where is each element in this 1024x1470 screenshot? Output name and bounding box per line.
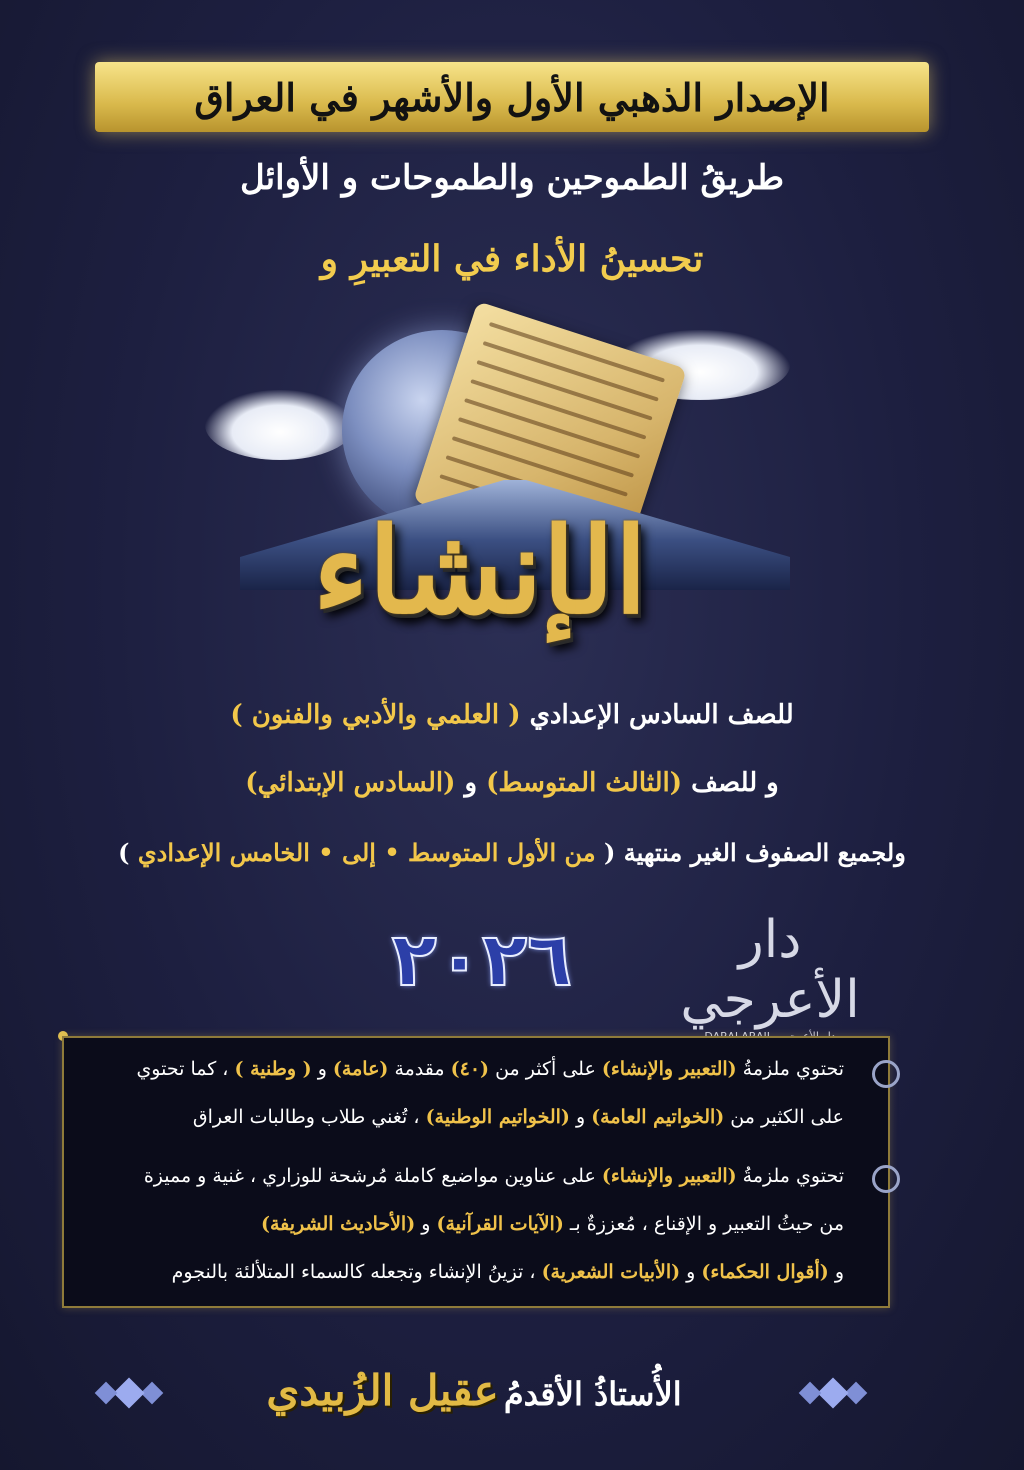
banner-text: الإصدار الذهبي الأول والأشهر في العراق (194, 74, 830, 120)
highlighted-term: (التعبير والإنشاء) (601, 1165, 737, 1187)
author-name: عقيل الزُبيدي (266, 1366, 499, 1415)
grade-line-2-prefix: و للصف (691, 768, 779, 798)
subtitle-ambitious: طريقُ الطموحين والطموحات و الأوائل (239, 158, 785, 198)
info-text: ، كما تحتوي (136, 1058, 235, 1080)
grade-line-3-to: إلى (341, 838, 376, 867)
info-text: على عناوين مواضيع كاملة مُرشحة للوزاري ، غنية و مميزة (143, 1165, 602, 1187)
info-text: و (415, 1213, 437, 1235)
diamond-ornament-left-icon (96, 1382, 162, 1404)
cover-title (80, 490, 880, 650)
highlighted-term: (عامة) (332, 1058, 389, 1080)
info-text: و (828, 1261, 844, 1283)
publisher-logo (650, 910, 890, 1030)
grade-line-3-open: ( (603, 838, 616, 867)
info-p2-line3 (172, 1261, 844, 1283)
grade-line-2-and: و (464, 768, 478, 798)
info-text: و (680, 1261, 702, 1283)
author-title: الأُستاذُ الأقدمُ (503, 1375, 682, 1413)
highlighted-term: (الأبيات الشعرية) (541, 1261, 681, 1283)
info-p2-line1 (144, 1165, 844, 1187)
binder-ring-icon (872, 1060, 900, 1088)
highlighted-term: (الخواتيم العامة) (591, 1106, 725, 1128)
info-p1-line1 (136, 1058, 844, 1080)
grade-line-3-from: من الأول المتوسط (408, 838, 596, 867)
highlighted-term: (الخواتيم الوطنية) (425, 1106, 570, 1128)
author-line (164, 1366, 784, 1415)
diamond-ornament-right-icon (800, 1382, 866, 1404)
highlighted-term: (أقوال الحكماء) (701, 1261, 829, 1283)
highlighted-term: (التعبير والإنشاء) (601, 1058, 737, 1080)
binder-ring-icon (872, 1165, 900, 1193)
highlighted-term: (الآيات القرآنية) (436, 1213, 564, 1235)
grade-line-3: ولجميع الصفوف الغير منتهية ( من الأول المتوسط • إلى • الخامس الإعدادي ) (118, 838, 906, 867)
info-text: على أكثر من (489, 1058, 602, 1080)
grade-line-2-third-intermediate: (الثالث المتوسط) (486, 768, 683, 798)
grade-line-3-end: الخامس الإعدادي (137, 838, 310, 867)
grade-line-1 (0, 700, 1024, 730)
edition-year-text: ٢٠٢٦ (391, 917, 573, 1003)
grade-line-3-close: ) (118, 838, 130, 867)
info-text: على الكثير من (724, 1106, 844, 1128)
publisher-logo-text: دار الأعرجي (680, 910, 860, 1030)
info-text: من حيثُ التعبير و الإقناع ، مُعززةٌ بـ (563, 1213, 844, 1235)
cover-title-text: الإنشاء (312, 500, 648, 640)
highlighted-term: (الأحاديث الشريفة) (260, 1213, 416, 1235)
grade-line-2-sixth-primary: (السادس الإبتدائي) (245, 768, 456, 798)
info-text: و (311, 1058, 333, 1080)
info-text: و (569, 1106, 592, 1128)
subtitle-improve-performance: تحسينُ الأداء في التعبيرِ و (320, 238, 704, 280)
info-text: ، تُغني طلاب وطالبات العراق (192, 1106, 426, 1128)
grade-line-3-prefix: ولجميع الصفوف الغير منتهية (623, 838, 906, 867)
grade-line-1-prefix: للصف السادس الإعدادي (529, 700, 794, 730)
grade-line-1-branches: ( العلمي والأدبي والفنون ) (230, 700, 521, 730)
info-text: مقدمة (388, 1058, 451, 1080)
info-text: تحتوي ملزمةُ (736, 1165, 844, 1187)
edition-year (372, 915, 592, 1005)
grade-line-2 (0, 768, 1024, 798)
info-p1-line2 (193, 1106, 844, 1128)
info-text: تحتوي ملزمةُ (736, 1058, 844, 1080)
highlighted-term: ( وطنية ) (234, 1058, 312, 1080)
highlighted-term: (٤٠) (450, 1058, 490, 1080)
info-p2-line2 (261, 1213, 844, 1235)
info-text: ، تزينُ الإنشاء وتجعله كالسماء المتلألئة بالنجوم (171, 1261, 542, 1283)
top-banner (95, 62, 929, 132)
cloud-left (205, 390, 355, 460)
